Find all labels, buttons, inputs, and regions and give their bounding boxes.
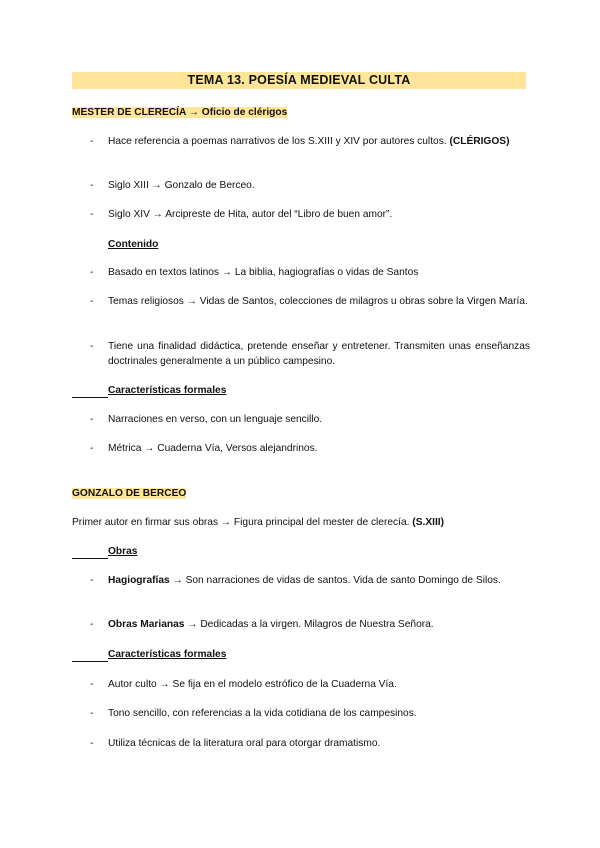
page-title: TEMA 13. POESÍA MEDIEVAL CULTA [72, 72, 526, 89]
bullet-dash: - [90, 443, 94, 454]
list-item-text: Siglo XIII → Gonzalo de Berceo. [108, 180, 255, 191]
underline-lead [72, 397, 108, 398]
section-heading-text: GONZALO DE BERCEO [72, 488, 187, 499]
list-item [90, 207, 530, 222]
list-item-text: Tono sencillo, con referencias a la vida cotidiana de los campesinos. [108, 708, 417, 719]
bullet-dash: - [90, 136, 94, 147]
intro-paragraph [72, 515, 532, 530]
bullet-dash: - [90, 341, 94, 352]
list-item-text: Siglo XIV → Arcipreste de Hita, autor del “Libro de buen amor”. [108, 209, 393, 220]
list-item [90, 736, 530, 751]
section-heading-berceo [72, 486, 186, 501]
list-item [90, 573, 530, 588]
bullet-dash: - [90, 708, 94, 719]
list-item [90, 134, 530, 149]
intro-text: Primer autor en firmar sus obras → Figura principal del mester de clerecía. [72, 517, 410, 528]
bullet-dash: - [90, 267, 94, 278]
list-item-text: Hace referencia a poemas narrativos de los S.XIII y XIV por autores cultos. [108, 136, 447, 147]
subheading-obras: Obras [108, 546, 138, 557]
underline-lead [72, 558, 108, 559]
underline-lead [72, 661, 108, 662]
list-item-bold: (CLÉRIGOS) [449, 136, 510, 147]
subheading-caracteristicas: Características formales [108, 649, 227, 660]
bullet-dash: - [90, 296, 94, 307]
bullet-dash: - [90, 575, 94, 586]
list-item-text: → Dedicadas a la virgen. Milagros de Nuestra Señora. [187, 619, 434, 630]
subheading-contenido: Contenido [108, 239, 159, 250]
list-item [90, 178, 530, 193]
list-item-text: Narraciones en verso, con un lenguaje sencillo. [108, 414, 323, 425]
list-item-text: Temas religiosos → Vidas de Santos, colecciones de milagros u obras sobre la Virgen María. [108, 296, 528, 307]
list-item-text: Tiene una finalidad didáctica, pretende enseñar y entretener. Transmiten unas enseñanzas doctrinales generalmente a un público campesino. [108, 341, 530, 367]
list-item-text: Métrica → Cuaderna Vía, Versos alejandrinos. [108, 443, 318, 454]
list-item-text: → Son narraciones de vidas de santos. Vida de santo Domingo de Silos. [172, 575, 501, 586]
list-item-text: Basado en textos latinos → La biblia, hagiografías o vidas de Santos [108, 267, 419, 278]
bullet-dash: - [90, 619, 94, 630]
list-item [90, 412, 530, 427]
list-item [90, 677, 530, 692]
list-item-text: Utiliza técnicas de la literatura oral para otorgar dramatismo. [108, 738, 381, 749]
list-item-bold: Hagiografías [108, 575, 170, 586]
list-item [90, 294, 530, 309]
bullet-dash: - [90, 414, 94, 425]
list-item [90, 339, 530, 369]
list-item [90, 265, 530, 280]
section-heading-mester [72, 105, 287, 120]
intro-bold: (S.XIII) [412, 517, 444, 528]
list-item-bold: Obras Marianas [108, 619, 185, 630]
bullet-dash: - [90, 209, 94, 220]
list-item [90, 706, 530, 721]
bullet-dash: - [90, 180, 94, 191]
list-item-text: Autor culto → Se fija en el modelo estrófico de la Cuaderna Vía. [108, 679, 397, 690]
bullet-dash: - [90, 679, 94, 690]
section-heading-text: MESTER DE CLERECÍA → Oficio de clérigos [72, 107, 288, 118]
subheading-caracteristicas: Características formales [108, 385, 227, 396]
list-item [90, 617, 530, 632]
list-item [90, 441, 530, 456]
bullet-dash: - [90, 738, 94, 749]
